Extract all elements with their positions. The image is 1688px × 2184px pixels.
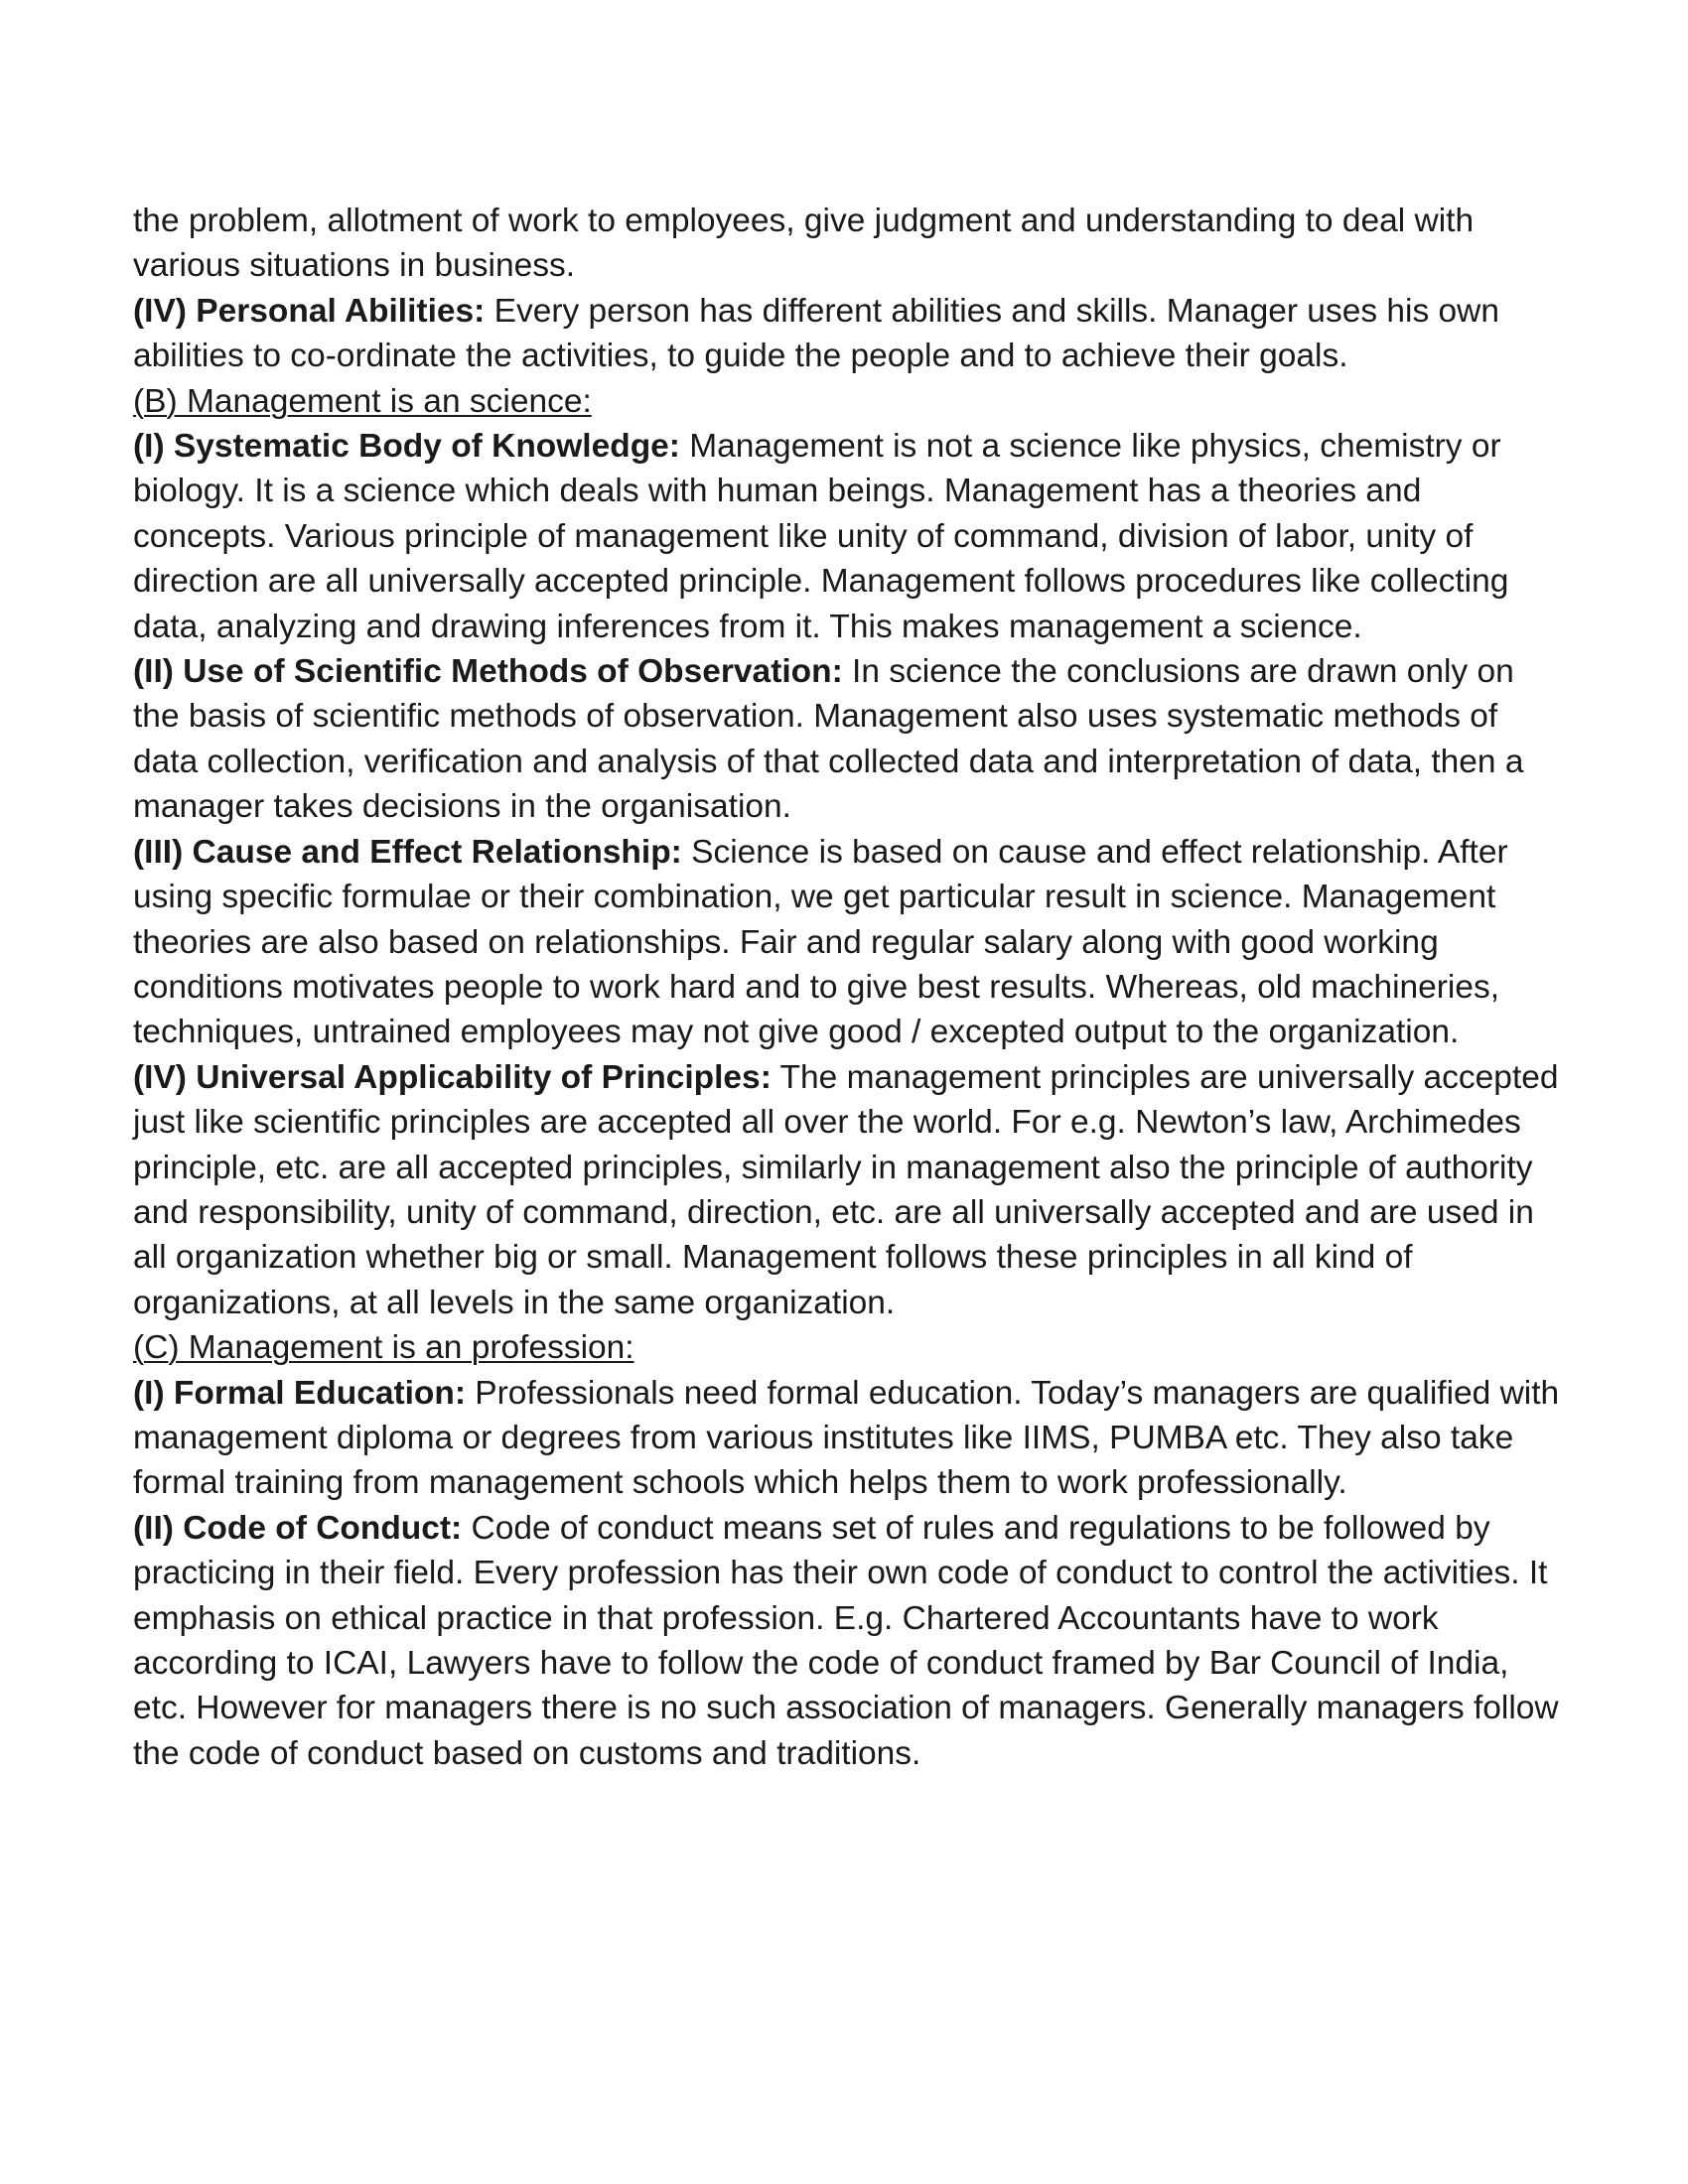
point-text: In science the conclusions are drawn only on the basis of scientific methods of observation. Management also uses systematic methods of data collection, verification and analysis of that collected data and interpretation of data, then a manager takes decisions in the organisation. <box>133 653 1524 826</box>
point-title: (III) Cause and Effect Relationship: <box>133 833 682 871</box>
point-text: Professionals need formal education. Today’s managers are qualified with management diploma or degrees from various institutes like IIMS, PUMBA etc. They also take formal training from management schools which helps them to work professionally. <box>133 1374 1560 1502</box>
art-point-iv-paragraph <box>133 289 1563 379</box>
point-title: (II) Use of Scientific Methods of Observation: <box>133 653 843 691</box>
section-c-heading: (C) Management is an profession: <box>133 1329 634 1367</box>
intro-paragraph: the problem, allotment of work to employees, give judgment and understanding to deal with various situations in business. <box>133 203 1475 285</box>
point-text: The management principles are universally accepted just like scientific principles are accepted all over the world. For e.g. Newton’s law, Archimedes principle, etc. are all accepted principles, similarly in management also the principle of authority and responsibility, unity of command, direction, etc. are all universally accepted and are used in all organization whether big or small. Management follows these principles in all kind of organizations, at all levels in the same organization. <box>133 1058 1559 1321</box>
document-body <box>133 199 1563 1776</box>
point-text: Management is not a science like physics, chemistry or biology. It is a science which deals with human beings. Management has a theories and concepts. Various principle of management like unity of command, division of labor, unity of direction are all universally accepted principle. Management follows procedures like collecting data, analyzing and drawing inferences from it. This makes management a science. <box>133 428 1509 645</box>
section-b-heading: (B) Management is an science: <box>133 382 592 420</box>
section-b-point-1 <box>133 424 1563 649</box>
point-title: (II) Code of Conduct: <box>133 1509 463 1547</box>
point-text: Every person has different abilities and skills. Manager uses his own abilities to co-ordinate the activities, to guide the people and to achieve their goals. <box>133 292 1499 375</box>
point-title: (I) Formal Education: <box>133 1374 466 1412</box>
section-b-point-4 <box>133 1055 1563 1325</box>
section-c-point-2 <box>133 1506 1563 1776</box>
section-b-point-2 <box>133 649 1563 830</box>
point-title: (IV) Personal Abilities: <box>133 292 486 330</box>
point-text: Science is based on cause and effect relationship. After using specific formulae or their combination, we get particular result in science. Management theories are also based on relationships. Fair and regular salary along with good working conditions motivates people to work hard and to give best results. Whereas, old machineries, techniques, untrained employees may not give good / excepted output to the organization. <box>133 833 1508 1051</box>
section-b-point-3 <box>133 830 1563 1055</box>
section-c-point-1 <box>133 1371 1563 1506</box>
point-text: Code of conduct means set of rules and regulations to be followed by practicing in their field. Every profession has their own code of conduct to control the activities. It emphasis on ethical practice in that profession. E.g. Chartered Accountants have to work according to ICAI, Lawyers have to follow the code of conduct framed by Bar Council of India, etc. However for managers there is no such association of managers. Generally managers follow the code of conduct based on customs and traditions. <box>133 1509 1559 1772</box>
point-title: (IV) Universal Applicability of Principles: <box>133 1058 772 1096</box>
point-title: (I) Systematic Body of Knowledge: <box>133 428 680 466</box>
